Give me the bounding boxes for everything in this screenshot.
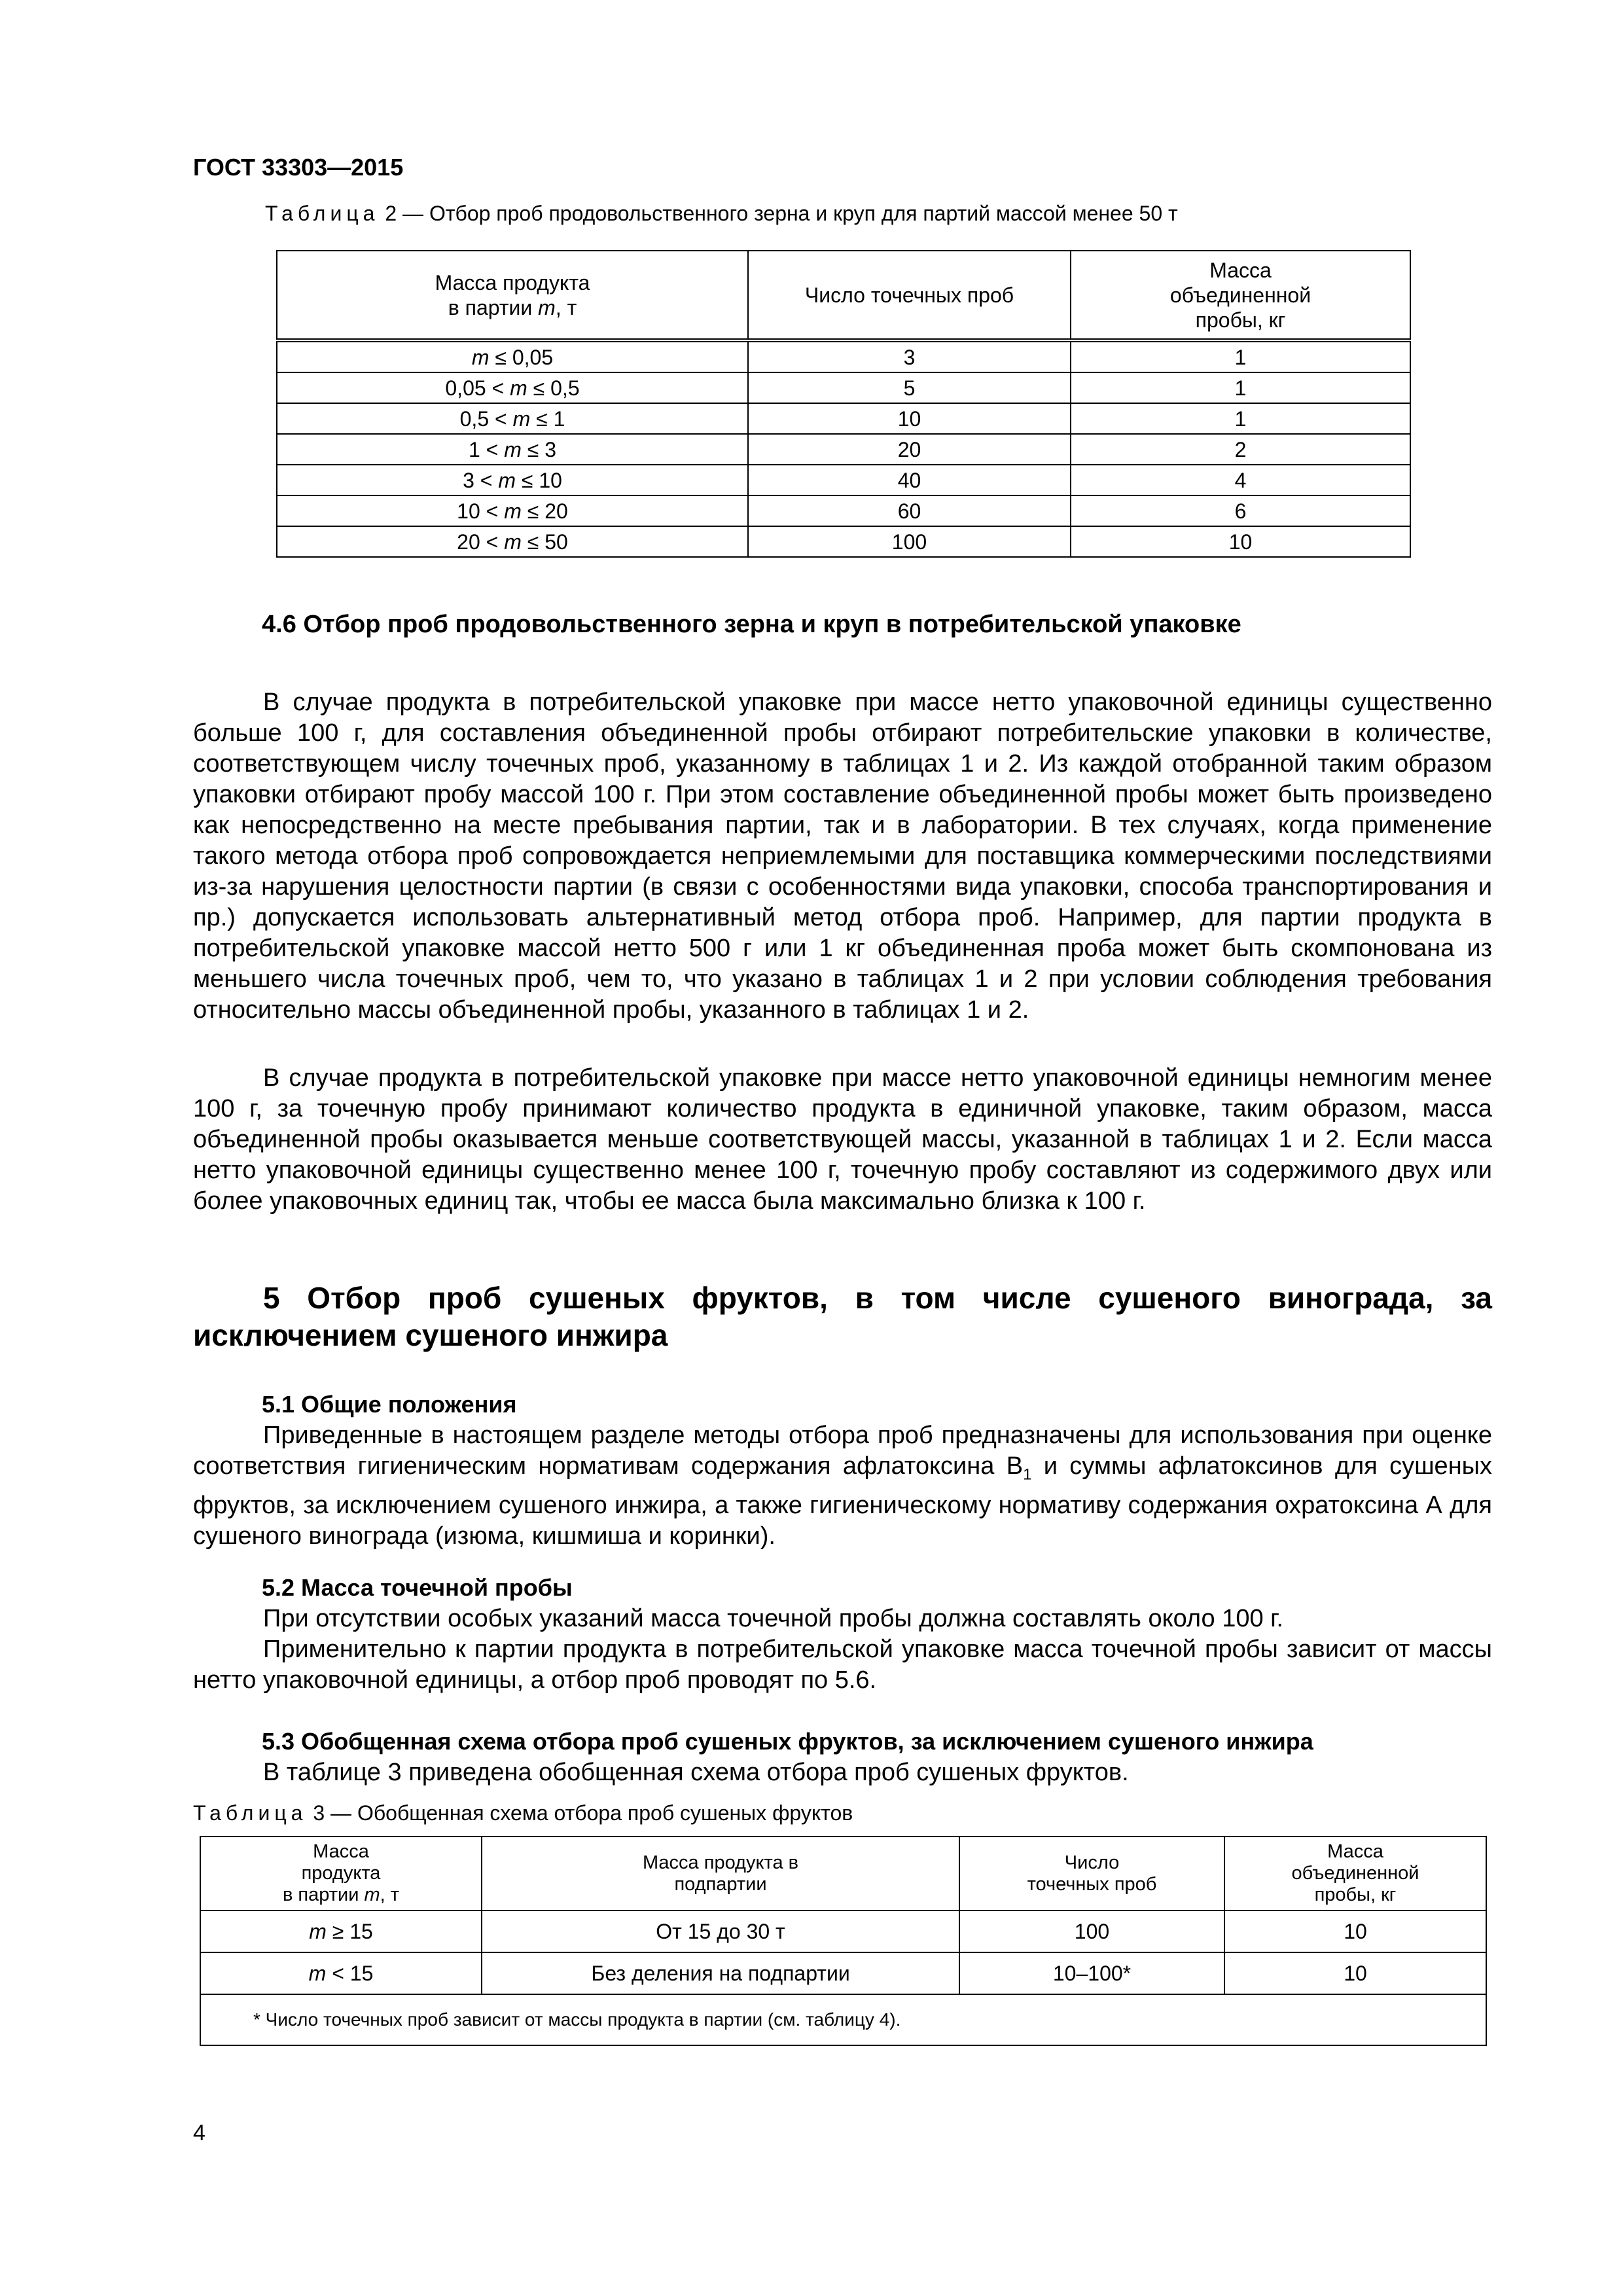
- section-5-2-paragraph-1: При отсутствии особых указаний масса точечной пробы должна составлять около 100 г.: [263, 1605, 1283, 1632]
- table3-footnote: * Число точечных проб зависит от массы продукта в партии (см. таблицу 4).: [200, 1994, 1486, 2045]
- section-5-1-text-b: и суммы афлатоксинов для сушеных фруктов, за исключением сушеного инжира, а также гигиеническому нормативу содержания охратоксина А для сушеного винограда (изюма, кишмиша и коринки).: [193, 1452, 1492, 1550]
- section-5-3-paragraph: В таблице 3 приведена обобщенная схема отбора проб сушеных фруктов.: [263, 1759, 1129, 1786]
- table3-header-row: [200, 1837, 1486, 1910]
- table2-row: [277, 465, 1410, 495]
- table2-header-row: [277, 251, 1410, 340]
- section-5-heading: 5 Отбор проб сушеных фруктов, в том числе сушеного винограда, за исключением сушеного инжира: [193, 1281, 1492, 1352]
- table2-cell: 5: [748, 372, 1071, 403]
- table2-cell: 6: [1071, 495, 1410, 526]
- page-number: 4: [193, 2121, 205, 2145]
- table3: [200, 1836, 1487, 2046]
- table3-cell: 100: [959, 1910, 1224, 1952]
- table2-cell: 60: [748, 495, 1071, 526]
- table3-footnote-row: [200, 1994, 1486, 2045]
- table2: [276, 250, 1411, 558]
- table2-cell: 100: [748, 526, 1071, 557]
- table2-cell: 1: [1071, 403, 1410, 434]
- table2-cell: 20 < m ≤ 50: [277, 526, 748, 557]
- section-4-6-paragraph-2: В случае продукта в потребительской упаковке при массе нетто упаковочной единицы немногим менее 100 г, за точечную пробу принимают количество продукта в единичной упаковке, таким образом, масса объединенной пробы оказывается меньше соответствующей массы, указанной в таблицах 1 и 2. Если масса нетто упаковочной единицы существенно менее 100 г, точечную пробу составляют из содержимого двух или более упаковочных единиц так, чтобы ее масса была максимально близка к 100 г.: [193, 1064, 1492, 1215]
- table2-row: [277, 403, 1410, 434]
- table3-header-cell: Масса объединенной пробы, кг: [1224, 1837, 1486, 1910]
- table2-cell: 1: [1071, 372, 1410, 403]
- table2-row: [277, 526, 1410, 557]
- document-header: ГОСТ 33303—2015: [193, 154, 404, 181]
- table2-row: [277, 372, 1410, 403]
- table2-row: [277, 340, 1410, 372]
- table3-header-cell: Масса продукта в подпартии: [482, 1837, 959, 1910]
- table3-caption: [193, 1801, 853, 1825]
- table3-cell: m < 15: [200, 1952, 482, 1994]
- table2-caption-text: 2 — Отбор проб продовольственного зерна и круп для партий массой менее 50 т: [379, 202, 1178, 225]
- table2-cell: 2: [1071, 434, 1410, 465]
- section-4-6-paragraph-1: В случае продукта в потребительской упаковке при массе нетто упаковочной единицы существенно больше 100 г, для составления объединенной пробы отбирают потребительские упаковки в количестве, соответствующем числу точечных проб, указанному в таблицах 1 и 2. Из каждой отобранной таким образом упаковки отбирают пробу массой 100 г. При этом составление объединенной пробы может быть произведено как непосредственно на месте пребывания партии, так и в лаборатории. В тех случаях, когда применение такого метода отбора проб сопровождается неприемлемыми для поставщика коммерческими последствиями из-за нарушения целостности партии (в связи с особенностями вида упаковки, способа транспортирования и пр.) допускается использовать альтернативный метод отбора проб. Например, для партии продукта в потребительской упаковке массой нетто 500 г или 1 кг объединенная проба может быть скомпонована из меньшего числа точечных проб, чем то, что указано в таблицах 1 и 2 при условии соблюдения требования относительно массы объединенной пробы, указанного в таблицах 1 и 2.: [193, 689, 1492, 1024]
- table3-header-cell: Масса продукта в партии m, т: [200, 1837, 482, 1910]
- table2-cell: 0,5 < m ≤ 1: [277, 403, 748, 434]
- table2-cell: 10: [1071, 526, 1410, 557]
- section-5-1-heading: 5.1 Общие положения: [262, 1391, 517, 1418]
- table2-cell: 10 < m ≤ 20: [277, 495, 748, 526]
- table2-caption: [265, 202, 1178, 226]
- table3-cell: 10–100*: [959, 1952, 1224, 1994]
- table3-cell: Без деления на подпартии: [482, 1952, 959, 1994]
- table3-caption-word: Таблица: [193, 1801, 308, 1825]
- section-5-1-paragraph: [193, 1420, 1492, 1552]
- table2-cell: m ≤ 0,05: [277, 340, 748, 372]
- table2-header-cell: Масса продукта в партии m, т: [277, 251, 748, 340]
- table3-header-cell: Число точечных проб: [959, 1837, 1224, 1910]
- section-5-2-heading: 5.2 Масса точечной пробы: [262, 1574, 573, 1601]
- section-5-3-heading: 5.3 Обобщенная схема отбора проб сушеных фруктов, за исключением сушеного инжира: [262, 1728, 1313, 1755]
- table2-row: [277, 495, 1410, 526]
- table3-cell: 10: [1224, 1910, 1486, 1952]
- section-5-1-text-a: Приведенные в настоящем разделе методы отбора проб предназначены для использования при оценке соответствия гигиеническим нормативам содержания афлатоксина B: [193, 1422, 1492, 1480]
- table3-cell: m ≥ 15: [200, 1910, 482, 1952]
- table2-cell: 10: [748, 403, 1071, 434]
- table2-body: [277, 340, 1410, 557]
- section-4-6-heading: 4.6 Отбор проб продовольственного зерна и круп в потребительской упаковке: [262, 611, 1241, 638]
- table2-cell: 20: [748, 434, 1071, 465]
- table2-header-cell: Число точечных проб: [748, 251, 1071, 340]
- table2-cell: 1: [1071, 340, 1410, 372]
- table2-cell: 3 < m ≤ 10: [277, 465, 748, 495]
- section-5-2-paragraph-2: Применительно к партии продукта в потребительской упаковке масса точечной пробы зависит от массы нетто упаковочной единицы, а отбор проб проводят по 5.6.: [193, 1636, 1492, 1694]
- table2-header-cell: Масса объединенной пробы, кг: [1071, 251, 1410, 340]
- table2-cell: 4: [1071, 465, 1410, 495]
- table2-cell: 40: [748, 465, 1071, 495]
- section-5-1-subscript: 1: [1023, 1465, 1032, 1484]
- table3-body: [200, 1910, 1486, 1994]
- table3-row: [200, 1910, 1486, 1952]
- table3-cell: 10: [1224, 1952, 1486, 1994]
- table2-cell: 0,05 < m ≤ 0,5: [277, 372, 748, 403]
- table3-caption-text: 3 — Обобщенная схема отбора проб сушеных фруктов: [307, 1801, 853, 1825]
- table2-row: [277, 434, 1410, 465]
- table2-cell: 3: [748, 340, 1071, 372]
- table2-cell: 1 < m ≤ 3: [277, 434, 748, 465]
- table3-cell: От 15 до 30 т: [482, 1910, 959, 1952]
- table3-row: [200, 1952, 1486, 1994]
- table2-caption-word: Таблица: [265, 202, 380, 225]
